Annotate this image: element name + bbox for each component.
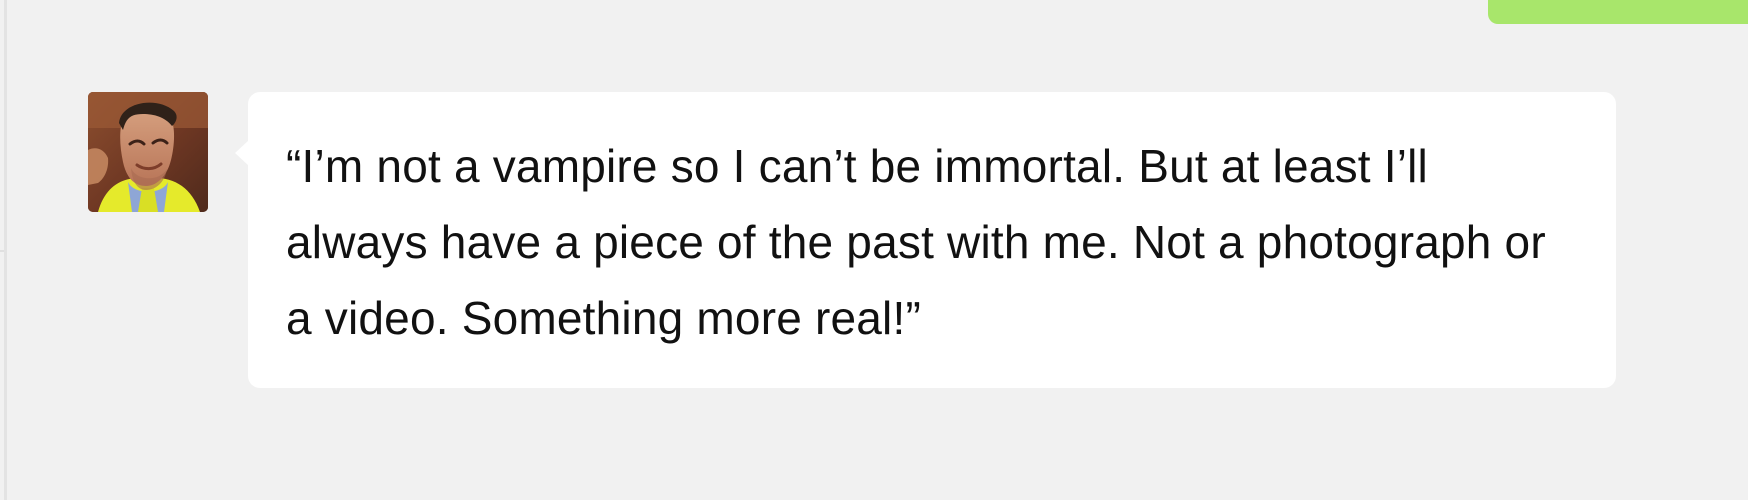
incoming-message-bubble[interactable] [248,92,1616,388]
contact-avatar[interactable] [88,92,208,212]
profile-photo-avatar-icon [88,92,208,212]
message-text: “I’m not a vampire so I can’t be immortal. But at least I’ll always have a piece of the past with me. Not a photograph or a video. Something more real!” [286,140,1546,344]
message-bubble-tail [235,140,249,166]
